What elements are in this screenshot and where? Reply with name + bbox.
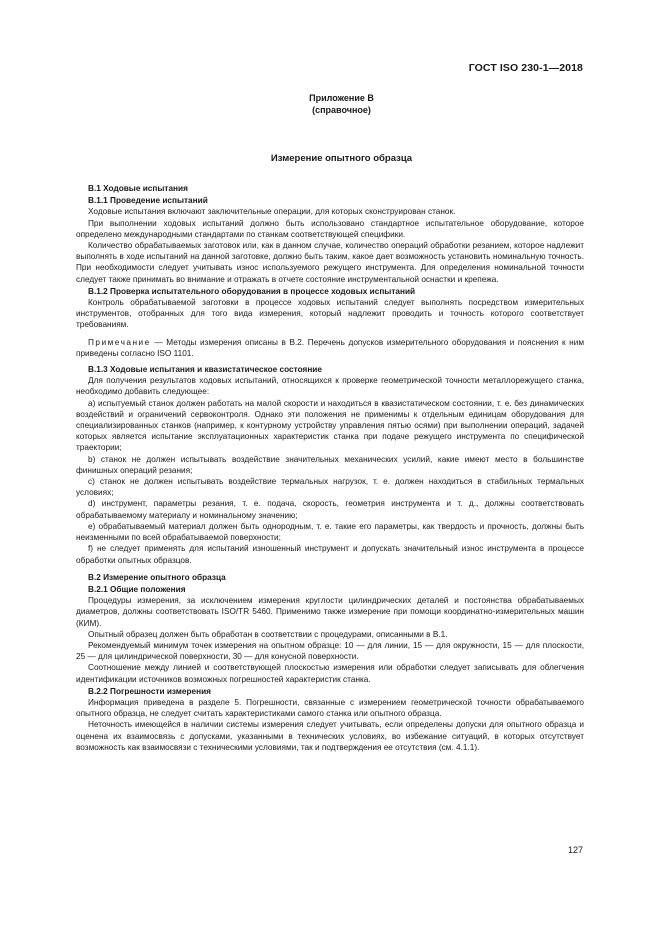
paragraph: Процедуры измерения, за исключением измерения круглости цилиндрических деталей и постоянства обрабатываемых диаметров, должны соответствовать ISO/TR 5460. Применимо также измерение при помощи координатно-измерительных машин (КИМ). bbox=[76, 596, 584, 628]
annex-label: Приложение В bbox=[309, 93, 374, 103]
page-number: 127 bbox=[567, 845, 583, 855]
section-heading-b22: В.2.2 Погрешности измерения bbox=[88, 686, 211, 696]
section-heading-b1: В.1 Ходовые испытания bbox=[88, 184, 188, 193]
note-label: Примечание bbox=[88, 337, 151, 347]
note bbox=[76, 337, 584, 359]
standard-header: ГОСТ ISO 230-1—2018 bbox=[468, 62, 583, 74]
paragraph: При выполнении ходовых испытаний должно быть использовано стандартное испытательное оборудование, которое определено международными стандартами по станкам соответствующей специфики. bbox=[76, 218, 584, 239]
section-heading-b21: В.2.1 Общие положения bbox=[88, 584, 186, 594]
paragraph: Опытный образец должен быть обработан в соответствии с процедурами, описанными в В.1. bbox=[88, 629, 448, 639]
annex-title: Измерение опытного образца bbox=[270, 153, 413, 164]
section-heading-b12: В.1.2 Проверка испытательного оборудования в процессе ходовых испытаний bbox=[88, 286, 416, 296]
list-item-c: c) станок не должен испытывать воздействие термальных нагрузок, т. е. должен находиться в стабильных термальных условиях; bbox=[76, 477, 584, 498]
note-text: — Методы измерения описаны в В.2. Перечень допусков измерительного оборудования и пояснения к ним приведены согласно ISO 1101. bbox=[76, 337, 584, 358]
list-item-f: f) не следует применять для испытаний изношенный инструмент и допускать значительный износ инструмента в процессе обработки опытных образцов. bbox=[76, 544, 584, 565]
paragraph: Неточность имеющейся в наличии системы измерения следует учитывать, если определены допуски для опытного образца и оценена их взаимосвязь с допусками, указанными в технических условиях, во избежание ситуаций, в которых отсутствует возможность как взаимосвязи с техническими условиями, так и подтверждения ее отсутствия (см. 4.1.1). bbox=[76, 720, 584, 752]
section-heading-b13: В.1.3 Ходовые испытания и квазистатическое состояние bbox=[88, 365, 322, 375]
section-heading-b2: В.2 Измерение опытного образца bbox=[88, 572, 226, 582]
list-item-e: e) обрабатываемый материал должен быть однородным, т. е. такие его параметры, как твердость и прочность, должны быть неизменными по всей обрабатываемой поверхности; bbox=[76, 521, 584, 543]
paragraph: Количество обрабатываемых заготовок или, как в данном случае, количество операций обработки резанием, которое надлежит выполнять в ходе испытаний на данной заготовке, должно быть таким, какое дает возможность установить номинальную точность. При необходимости следует учитывать износ используемого режущего инструмента. Для определения номинальной точности следует также принимать во внимание и отражать в отчете состояние инструментальной оснастки и крепежа. bbox=[76, 241, 584, 284]
paragraph: Информация приведена в разделе 5. Погрешности, связанные с измерением геометрической точности обрабатываемого опытного образца, не следует считать характеристиками самого станка или опытного образца. bbox=[76, 697, 584, 719]
list-item-a: а) испытуемый станок должен работать на малой скорости и находиться в квазистатическом состоянии, т. е. без динамических воздействий и ограничений сервоконтроля. Однако эти положения не применимы к отдельным единицам оборудования для специализированных станков (например, к контурному устройству управления пятью осями) при выполнении операций, задачей которых является испытание эксплуатационных характеристик станка при подаче режущего инструмента по специфической траектории; bbox=[76, 398, 584, 453]
annex-heading bbox=[0, 92, 661, 116]
paragraph: Рекомендуемый минимум точек измерения на опытном образце: 10 — для линии, 15 — для окружности, 15 — для плоскости, 25 — для цилиндрической поверхности, 30 — для конусной поверхности. bbox=[76, 640, 584, 662]
document-body bbox=[76, 183, 584, 753]
section-heading-b11: В.1.1 Проведение испытаний bbox=[88, 196, 208, 206]
paragraph: Контроль обрабатываемой заготовки в процессе ходовых испытаний следует выполнять посредством измерительных инструментов, отобранных для того вида измерения, который надлежит проводить и точность которого соответствует требованиям. bbox=[76, 298, 584, 330]
paragraph: Ходовые испытания включают заключительные операции, для которых сконструирован станок. bbox=[88, 207, 456, 217]
paragraph: Для получения результатов ходовых испытаний, относящихся к проверке геометрической точности металлорежущего станка, необходимо добавить следующее: bbox=[76, 376, 584, 397]
paragraph: Соотношение между линией и соответствующей плоскостью измерения или обработки следует записывать для облегчения идентификации источников возможных погрешностей характеристик станка. bbox=[76, 663, 584, 684]
annex-type: (справочное) bbox=[312, 105, 371, 115]
list-item-b: b) станок не должен испытывать воздействие значительных механических усилий, какие имеют место в большинстве финишных операций резания; bbox=[76, 454, 584, 475]
list-item-d: d) инструмент, параметры резания, т. е. подача, скорость, геометрия инструмента и т. д., должны соответствовать обрабатываемому материалу и номинальному значению; bbox=[76, 499, 584, 520]
